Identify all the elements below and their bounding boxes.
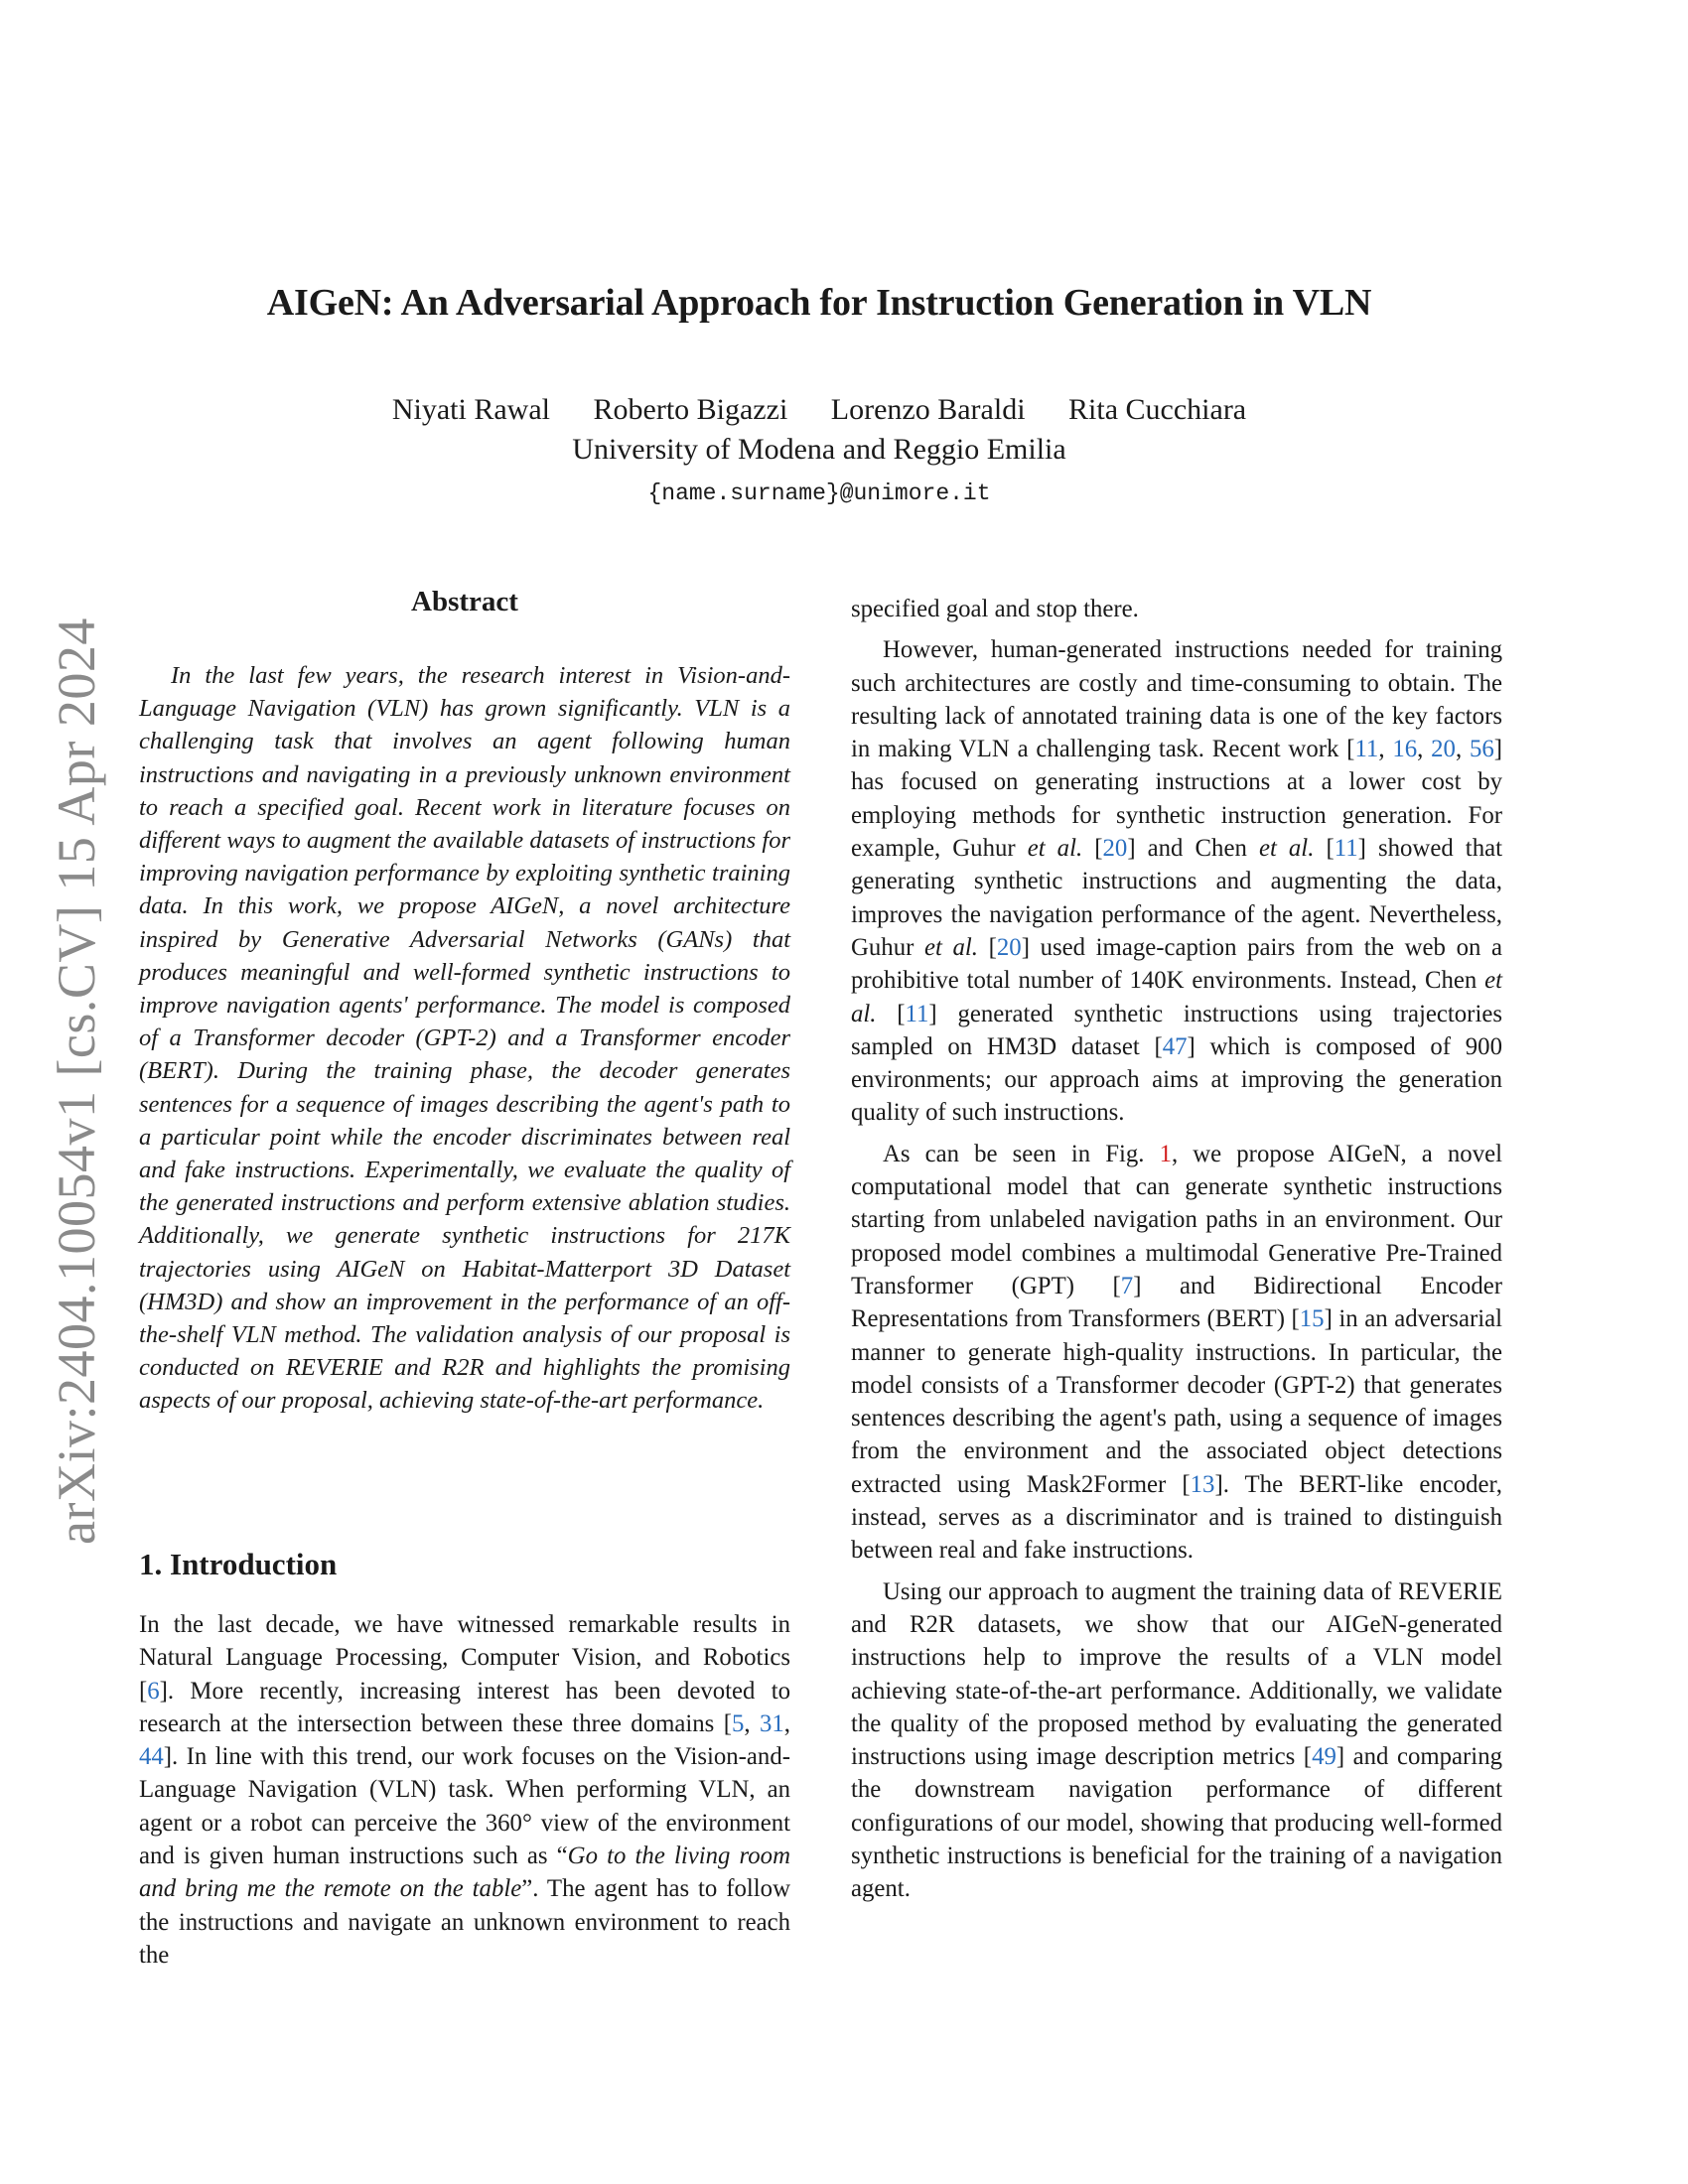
text-run: ] which is composed of 900 environments; our approach aims at improving the generation quality of such instructions. <box>851 1032 1502 1127</box>
author-name: Roberto Bigazzi <box>593 393 788 426</box>
text-run: However, human-generated instructions needed for training such architectures are costly and time-consuming to obtain. The resulting lack of annotated training data is one of the key factors in making VLN a challenging task. Recent work [ <box>851 636 1502 763</box>
paragraph <box>851 1575 1502 1906</box>
text-run: ] generated synthetic instructions using trajectories sampled on HM3D dataset [ <box>851 1000 1502 1060</box>
text-run: , <box>783 1709 790 1737</box>
text-run: ] in an adversarial manner to generate high-quality instructions. In particular, the model consists of a Transformer decoder (GPT-2) that generates sentences describing the agent's path, using a sequence of images from the environment and the associated object detections extracted using Mask2Former [ <box>851 1305 1503 1498</box>
author-name: Lorenzo Baraldi <box>830 393 1026 426</box>
author-email[interactable]: {name.surname}@unimore.it <box>647 480 991 506</box>
text-run: , <box>744 1709 760 1737</box>
text-run: [ <box>978 933 997 961</box>
citation-link[interactable]: 11 <box>1354 736 1379 763</box>
text-run: , <box>1455 736 1470 763</box>
citation-link[interactable]: 11 <box>905 1000 929 1027</box>
text-run: , <box>1417 736 1432 763</box>
citation-link[interactable]: 20 <box>1102 835 1128 863</box>
text-run: ]. In line with this trend, our work focuses on the Vision-and-Language Navigation (VLN) task. When performing VLN, an agent or a robot can perceive the 360° view of the environment and is given human instructions such as “ <box>139 1743 790 1870</box>
citation-link[interactable]: 7 <box>1120 1272 1134 1299</box>
text-run: ]. More recently, increasing interest has been devoted to research at the intersection between these three domains [ <box>139 1677 790 1737</box>
text-run: [ <box>1082 835 1103 863</box>
text-run: [ <box>876 1000 906 1027</box>
arxiv-identifier-stamp: arXiv:2404.10054v1 [cs.CV] 15 Apr 2024 <box>47 617 106 1545</box>
text-run: ] and comparing the downstream navigation performance of different configurations of our model, showing that producing well-formed synthetic instructions is beneficial for the training of a navigation agent. <box>851 1743 1502 1903</box>
et-al: et al. <box>1258 835 1315 863</box>
et-al: et al. <box>923 933 978 961</box>
citation-link[interactable]: 31 <box>759 1709 784 1737</box>
citation-link[interactable]: 20 <box>1431 736 1456 763</box>
citation-link[interactable]: 16 <box>1392 736 1418 763</box>
abstract-text <box>139 659 790 1418</box>
citation-link[interactable]: 5 <box>731 1709 745 1737</box>
citation-link[interactable]: 47 <box>1162 1032 1188 1060</box>
abstract-heading: Abstract <box>411 586 518 617</box>
citation-link[interactable]: 13 <box>1190 1470 1215 1498</box>
text-run: ] and Bidirectional Encoder Representations from Transformers (BERT) [ <box>851 1272 1502 1333</box>
paragraph <box>851 633 1502 1129</box>
continued-paragraph: specified goal and stop there. <box>851 596 1139 622</box>
text-run: , <box>1378 736 1393 763</box>
text-run: ] has focused on generating instructions at a lower cost by employing methods for synthetic instruction generation. For example, Guhur <box>851 736 1502 863</box>
citation-link[interactable]: 49 <box>1312 1743 1336 1771</box>
author-name: Rita Cucchiara <box>1068 393 1247 426</box>
citation-link[interactable]: 44 <box>139 1743 164 1771</box>
text-run: ] showed that generating synthetic instructions and augmenting the data, improves the navigation performance of the agent. Nevertheless, Guhur <box>851 835 1502 961</box>
citation-link[interactable]: 6 <box>147 1677 160 1705</box>
text-run: [ <box>1314 835 1335 863</box>
text-run: ”. The agent has to follow the instructions and navigate an unknown environment to reach the <box>139 1875 790 1969</box>
author-list <box>0 393 1638 427</box>
citation-link[interactable]: 15 <box>1299 1305 1325 1333</box>
abstract-paragraph: In the last few years, the research interest in Vision-and-Language Navigation (VLN) has grown significantly. VLN is a challenging task that involves an agent following human instructions and navigating in a previously unknown environment to reach a specified goal. Recent work in literature focuses on different ways to augment the available datasets of instructions for improving navigation performance by exploiting synthetic training data. In this work, we propose AIGeN, a novel architecture inspired by Generative Adversarial Networks (GANs) that produces meaningful and well-formed synthetic instructions to improve navigation agents' performance. The model is composed of a Transformer decoder (GPT-2) and a Transformer encoder (BERT). During the training phase, the decoder generates sentences for a sequence of images describing the agent's path to a particular point while the encoder discriminates between real and fake instructions. Experimentally, we evaluate the quality of the generated instructions and perform extensive ablation studies. Additionally, we generate synthetic instructions for 217K trajectories using AIGeN on Habitat-Matterport 3D Dataset (HM3D) and show an improvement in the performance of an off-the-shelf VLN method. The validation analysis of our proposal is conducted on REVERIE and R2R and highlights the promising aspects of our proposal, achieving state-of-the-art performance. <box>139 662 790 1415</box>
paragraph <box>851 1138 1502 1568</box>
affiliation: University of Modena and Reggio Emilia <box>572 433 1066 466</box>
section-heading-introduction: 1. Introduction <box>139 1547 338 1581</box>
introduction-text <box>139 1608 790 1972</box>
text-run: In the last decade, we have witnessed remarkable results in Natural Language Processing, Computer Vision, and Robotics [ <box>139 1611 790 1705</box>
author-name: Niyati Rawal <box>391 393 550 426</box>
text-run: , we propose AIGeN, a novel computational model that can generate synthetic instructions starting from unlabeled navigation paths in an environment. Our proposed model combines a multimodal Generative Pre-Trained Transformer (GPT) [ <box>851 1140 1502 1299</box>
citation-link[interactable]: 11 <box>1334 835 1358 863</box>
text-run: Using our approach to augment the training data of REVERIE and R2R datasets, we show that our AIGeN-generated instructions help to improve the results of a VLN model achieving state-of-the-art performance. Additionally, we validate the quality of the proposed method by evaluating the generated instructions using image description metrics [ <box>851 1577 1502 1771</box>
text-run: ]. The BERT-like encoder, instead, serves as a discriminator and is trained to distinguish between real and fake instructions. <box>851 1470 1502 1565</box>
right-column-text <box>851 593 1502 1914</box>
text-run: ] used image-caption pairs from the web on a prohibitive total number of 140K environments. Instead, Chen <box>851 933 1502 995</box>
text-run: ] and Chen <box>1127 835 1259 863</box>
text-run: As can be seen in Fig. <box>883 1140 1160 1167</box>
et-al: et al. <box>851 967 1502 1027</box>
quoted-instruction: Go to the living room and bring me the remote on the table <box>139 1843 790 1903</box>
citation-link[interactable]: 56 <box>1469 736 1494 763</box>
et-al: et al. <box>1027 835 1083 863</box>
figure-reference-link[interactable]: 1 <box>1159 1140 1172 1167</box>
paper-title: AIGeN: An Adversarial Approach for Instruction Generation in VLN <box>266 282 1372 324</box>
intro-paragraph <box>139 1608 790 1972</box>
citation-link[interactable]: 20 <box>996 933 1022 961</box>
